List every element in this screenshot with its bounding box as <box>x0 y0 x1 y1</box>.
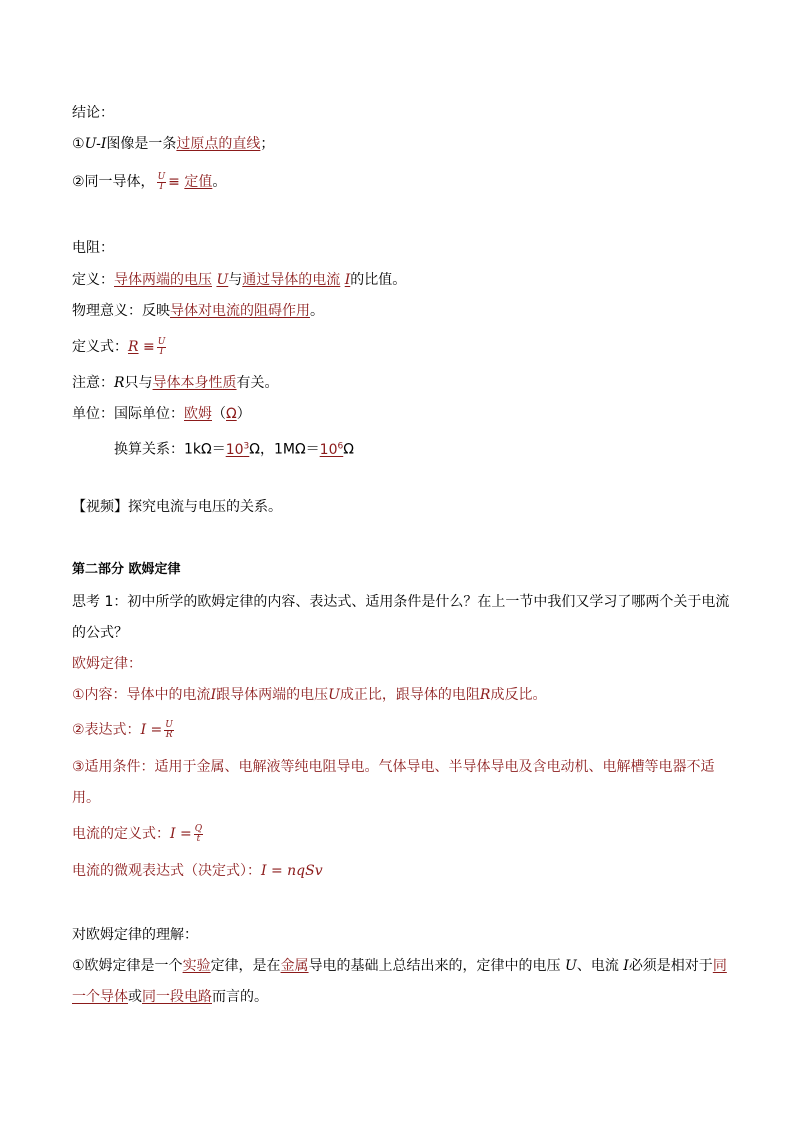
resistance-heading: 电阻： <box>72 240 114 256</box>
current-micro-expression: 电流的微观表达式（决定式）：I = nqSv <box>72 863 323 879</box>
unit-conversion: 换算关系：$1k\Omega=10^3\Omega$，$1M\Omega=10^6\Omega$ <box>114 441 354 458</box>
think1-line1: 思考 1：初中所学的欧姆定律的内容、表达式、适用条件是什么？在上一节中我们又学习了哪两个关于电流 <box>72 594 730 610</box>
ohm-law-content: ①内容：导体中的电流I跟导体两端的电压U成正比，跟导体的电阻R成反比。 <box>72 687 547 703</box>
part2-title: 第二部分 欧姆定律 <box>72 562 181 577</box>
resistance-note: 注意：R只与导体本身性质有关。 <box>72 375 279 391</box>
understanding-line2: 一个导体或同一段电路而言的。 <box>72 989 268 1005</box>
understanding-heading: 对欧姆定律的理解： <box>72 927 198 943</box>
u-over-r-fraction: $\frac{U}{R}$ <box>165 719 173 740</box>
resistance-unit: 单位：国际单位：欧姆（Ω） <box>72 406 251 422</box>
conclusion-heading: 结论： <box>72 105 114 121</box>
conclusion-item-1: ①U-I图像是一条过原点的直线； <box>72 136 275 152</box>
conclusion-item-2: ②同一导体， $\frac{U}{I}$ ≡ 定值。 <box>72 171 227 192</box>
resistance-formula: 定义式：R ≡ $\frac{U}{I}$ <box>72 336 166 357</box>
resistance-meaning: 物理意义：反映导体对电流的阻碍作用。 <box>72 303 324 319</box>
ohm-law-heading: 欧姆定律： <box>72 656 142 672</box>
ohm-law-conditions-line2: 用。 <box>72 790 100 806</box>
u-over-i-fraction: $\frac{U}{I}$ <box>157 336 166 357</box>
u-over-i-fraction: $\frac{U}{I}$ <box>157 171 166 192</box>
video-note: 【视频】探究电流与电压的关系。 <box>72 499 282 515</box>
current-definition: 电流的定义式：I = $\frac{Q}{t}$ <box>72 823 203 844</box>
ohm-law-conditions-line1: ③适用条件：适用于金属、电解液等纯电阻导电。气体导电、半导体导电及含电动机、电解槽等电器不适 <box>72 759 715 775</box>
understanding-line1: ①欧姆定律是一个实验定律，是在金属导电的基础上总结出来的，定律中的电压 U、电流 I必须是相对于同 <box>72 958 727 974</box>
ohm-law-expression: ②表达式：I = $\frac{U}{R}$ <box>72 719 173 740</box>
resistance-definition: 定义：导体两端的电压 U与通过导体的电流 I的比值。 <box>72 272 407 288</box>
think1-line2: 的公式？ <box>72 625 128 641</box>
q-over-t-fraction: $\frac{Q}{t}$ <box>194 823 203 844</box>
